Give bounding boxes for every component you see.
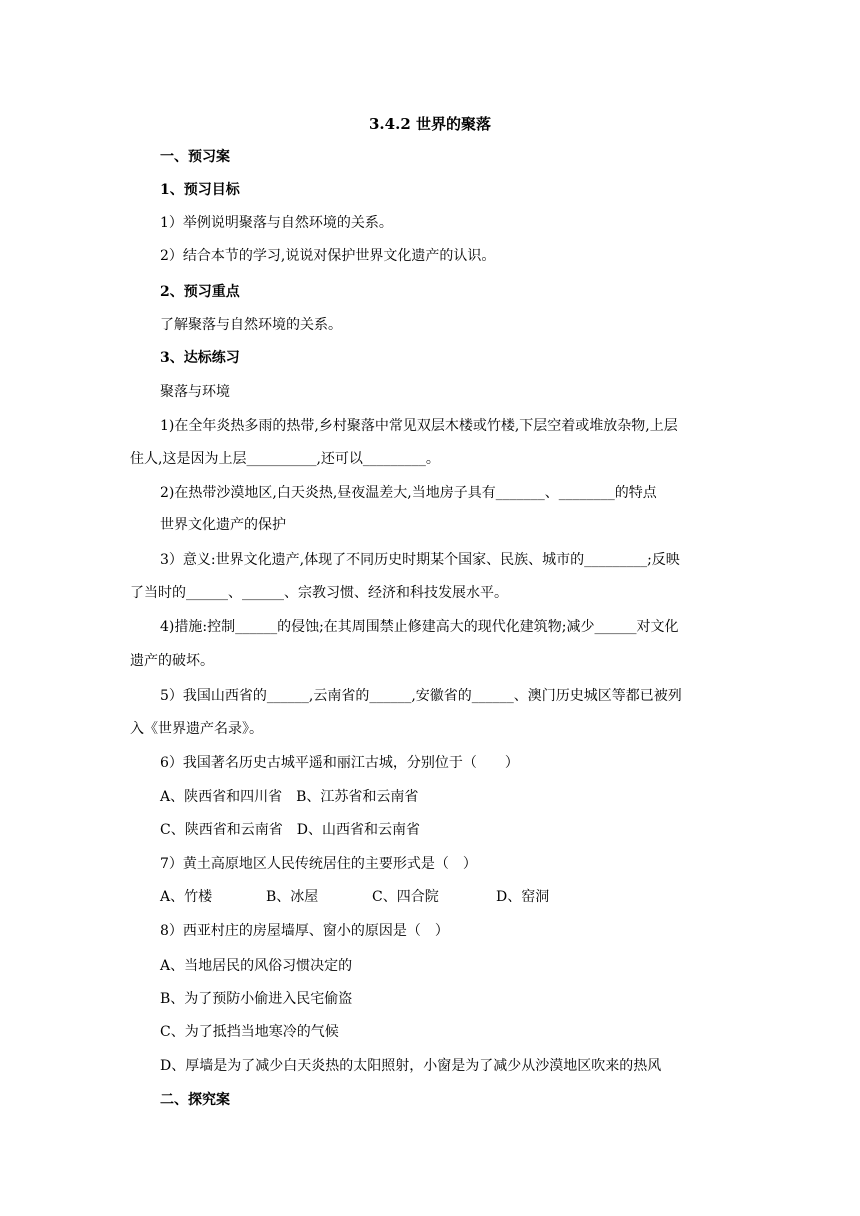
option-a: A、陕西省和四川省 [160, 789, 283, 805]
key-point-text: 了解聚落与自然环境的关系。 [160, 317, 342, 333]
question-5-line-1: 5）我国山西省的______,云南省的______,安徽省的______、澳门历史城区等都已被列 [160, 688, 682, 704]
question-4-line-2: 遗产的破坏。 [130, 653, 214, 669]
section-heading-inquiry: 二、探究案 [160, 1092, 230, 1108]
question-4-line-1: 4)措施:控制______的侵蚀;在其周围禁止修建高大的现代化建筑物;减少______对文化 [160, 619, 679, 635]
question-8-option-b: B、为了预防小偷进入民宅偷盗 [160, 991, 353, 1007]
option-a: A、竹楼 [160, 889, 213, 905]
section-heading-preview: 一、预习案 [160, 149, 230, 165]
option-d: D、窑洞 [496, 889, 550, 905]
question-8-option-c: C、为了抵挡当地寒冷的气候 [160, 1024, 339, 1040]
question-6-options-ab [160, 787, 418, 807]
question-6: 6）我国著名历史古城平遥和丽江古城，分别位于（ ） [160, 755, 519, 771]
subheading-key-points: 2、预习重点 [160, 284, 240, 300]
question-8-option-d: D、厚墙是为了减少白天炎热的太阳照射，小窗是为了减少从沙漠地区吹来的热风 [160, 1058, 662, 1074]
option-c: C、陕西省和云南省 [160, 822, 283, 838]
question-5-line-2: 入《世界遗产名录》。 [130, 721, 263, 737]
question-3-line-2: 了当时的______、______、宗教习惯、经济和科技发展水平。 [130, 585, 508, 601]
question-7: 7）黄土高原地区人民传统居住的主要形式是（ ） [160, 856, 477, 872]
option-b: B、冰屋 [266, 889, 319, 905]
goal-item-2: 2）结合本节的学习,说说对保护世界文化遗产的认识。 [160, 248, 496, 264]
question-2: 2)在热带沙漠地区,白天炎热,昼夜温差大,当地房子具有_______、________的特点 [160, 485, 657, 501]
option-b: B、江苏省和云南省 [296, 789, 419, 805]
question-6-options-cd [160, 820, 420, 840]
topic-settlement-environment: 聚落与环境 [160, 384, 230, 400]
topic-heritage-protection: 世界文化遗产的保护 [160, 517, 286, 533]
subheading-goals: 1、预习目标 [160, 182, 240, 198]
option-c: C、四合院 [372, 889, 439, 905]
option-d: D、山西省和云南省 [296, 822, 420, 838]
question-1-line-1: 1)在全年炎热多雨的热带,乡村聚落中常见双层木楼或竹楼,下层空着或堆放杂物,上层 [160, 418, 678, 434]
goal-item-1: 1）举例说明聚落与自然环境的关系。 [160, 215, 393, 231]
question-1-line-2: 住人,这是因为上层__________,还可以_________。 [130, 451, 440, 467]
page-title: 3.4.2 世界的聚落 [369, 115, 491, 133]
question-8: 8）西亚村庄的房屋墙厚、窗小的原因是（ ） [160, 923, 449, 939]
question-3-line-1: 3）意义:世界文化遗产,体现了不同历史时期某个国家、民族、城市的_________;反映 [160, 552, 680, 568]
subheading-practice: 3、达标练习 [160, 350, 240, 366]
question-8-option-a: A、当地居民的风俗习惯决定的 [160, 958, 353, 974]
